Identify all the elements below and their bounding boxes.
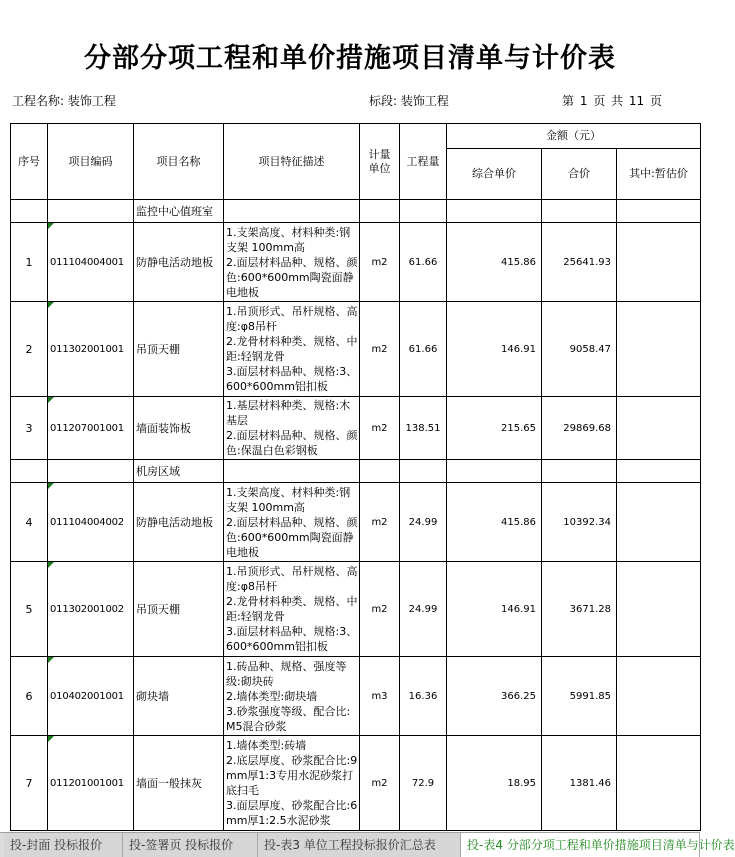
cell-qty[interactable]: 24.99 [400, 483, 447, 562]
table-row [11, 736, 701, 831]
table-row [11, 397, 701, 460]
cell-qty[interactable]: 61.66 [400, 223, 447, 302]
cell-seq[interactable]: 3 [11, 397, 48, 460]
page-title: 分部分项工程和单价措施项目清单与计价表 [84, 43, 616, 74]
cell-desc[interactable] [224, 223, 360, 302]
desc-line: 2.面层材料品种、规格、颜色:600*600mm陶瓷面静电地板 [226, 515, 358, 559]
cell-empty[interactable] [447, 200, 542, 223]
cell-seq[interactable]: 5 [11, 562, 48, 657]
cell-desc[interactable] [224, 397, 360, 460]
header-unit-price[interactable]: 综合单价 [447, 149, 542, 200]
cell-seq[interactable] [11, 200, 48, 223]
cell-desc[interactable] [224, 736, 360, 831]
pricing-table [10, 123, 701, 831]
cell-unit[interactable]: m2 [360, 302, 400, 397]
section-row [11, 460, 701, 483]
cell-qty[interactable]: 138.51 [400, 397, 447, 460]
desc-line: 1.砖品种、规格、强度等级:砌块砖 [226, 659, 347, 688]
cell-qty[interactable]: 24.99 [400, 562, 447, 657]
table-row [11, 657, 701, 736]
section-name[interactable]: 监控中心值班室 [134, 200, 224, 223]
header-qty[interactable]: 工程量 [400, 124, 447, 200]
cell-seq[interactable]: 2 [11, 302, 48, 397]
table-row [11, 223, 701, 302]
cell-code[interactable]: 011207001001 [48, 397, 134, 460]
header-seq[interactable]: 序号 [11, 124, 48, 200]
section-row [11, 200, 701, 223]
cell-total[interactable]: 25641.93 [542, 223, 617, 302]
table-row [11, 562, 701, 657]
cell-code[interactable]: 011302001002 [48, 562, 134, 657]
cell-provisional[interactable] [617, 736, 701, 831]
cell-unit-price[interactable]: 215.65 [447, 397, 542, 460]
header-code[interactable]: 项目编码 [48, 124, 134, 200]
desc-line: 2.龙骨材料种类、规格、中距:轻钢龙骨 [226, 595, 358, 623]
desc-line: 2.墙体类型:砌块墙 [226, 689, 318, 703]
page-indicator: 第 1 页 共 11 页 [562, 94, 662, 108]
cell-seq[interactable]: 6 [11, 657, 48, 736]
cell-desc[interactable] [224, 562, 360, 657]
cell-seq[interactable]: 4 [11, 483, 48, 562]
cell-provisional[interactable] [617, 397, 701, 460]
cell-name[interactable]: 墙面一般抹灰 [134, 736, 224, 831]
cell-code[interactable] [48, 200, 134, 223]
spreadsheet-grid[interactable] [10, 123, 700, 832]
cell-name[interactable]: 防静电活动地板 [134, 483, 224, 562]
cell-empty[interactable] [617, 460, 701, 483]
cell-empty[interactable] [542, 460, 617, 483]
cell-total[interactable]: 3671.28 [542, 562, 617, 657]
cell-name[interactable]: 墙面装饰板 [134, 397, 224, 460]
cell-provisional[interactable] [617, 657, 701, 736]
header-name[interactable]: 项目名称 [134, 124, 224, 200]
cell-desc[interactable] [224, 657, 360, 736]
header-amount[interactable]: 金额（元） [447, 124, 701, 149]
cell-unit[interactable]: m2 [360, 483, 400, 562]
cell-seq[interactable]: 1 [11, 223, 48, 302]
section-name: 标段: 装饰工程 [369, 94, 449, 108]
project-name: 工程名称: 装饰工程 [12, 94, 116, 108]
cell-unit-price[interactable]: 415.86 [447, 483, 542, 562]
sheet-tab-summary[interactable]: 投-表3 单位工程投标报价汇总表 [258, 833, 461, 857]
cell-provisional[interactable] [617, 483, 701, 562]
cell-unit[interactable]: m2 [360, 397, 400, 460]
cell-name[interactable]: 防静电活动地板 [134, 223, 224, 302]
desc-line: 1.吊顶形式、吊杆规格、高度:φ8吊杆 [226, 565, 358, 593]
cell-qty[interactable]: 16.36 [400, 657, 447, 736]
desc-line: 3.面层材料品种、规格:3、600*600mm铝扣板 [226, 625, 358, 653]
cell-empty[interactable] [224, 460, 360, 483]
cell-provisional[interactable] [617, 562, 701, 657]
cell-unit-price[interactable]: 146.91 [447, 302, 542, 397]
desc-line: 3.面层材料品种、规格:3、600*600mm铝扣板 [226, 365, 358, 393]
cell-total[interactable]: 5991.85 [542, 657, 617, 736]
cell-empty[interactable] [542, 200, 617, 223]
sheet-tab-cover[interactable]: 投-封面 投标报价 [4, 833, 123, 857]
cell-seq[interactable]: 7 [11, 736, 48, 831]
cell-unit[interactable]: m2 [360, 562, 400, 657]
cell-empty[interactable] [400, 200, 447, 223]
desc-line: 1.墙体类型:砖墙 [226, 739, 307, 752]
cell-desc[interactable] [224, 302, 360, 397]
cell-empty[interactable] [617, 200, 701, 223]
cell-name[interactable]: 吊顶天棚 [134, 562, 224, 657]
desc-line: 2.面层材料品种、规格、颜色:600*600mm陶瓷面静电地板 [226, 255, 358, 299]
cell-total[interactable]: 1381.46 [542, 736, 617, 831]
cell-provisional[interactable] [617, 302, 701, 397]
cell-name[interactable]: 砌块墙 [134, 657, 224, 736]
cell-code[interactable]: 010402001001 [48, 657, 134, 736]
cell-desc[interactable] [224, 483, 360, 562]
cell-unit-price[interactable]: 18.95 [447, 736, 542, 831]
table-row [11, 302, 701, 397]
cell-code[interactable]: 011302001001 [48, 302, 134, 397]
desc-line: 2.底层厚度、砂浆配合比:9mm厚1:3专用水泥砂浆打底扫毛 [226, 754, 358, 797]
cell-empty[interactable] [400, 460, 447, 483]
desc-line: 2.面层材料品种、规格、颜色:保温白色彩钢板 [226, 429, 358, 457]
desc-line: 3.面层厚度、砂浆配合比:6mm厚1:2.5水泥砂浆 [226, 799, 358, 827]
cell-unit[interactable]: m3 [360, 657, 400, 736]
sheet-tab-bar [0, 832, 735, 857]
cell-seq[interactable] [11, 460, 48, 483]
desc-line: 1.支架高度、材料种类:钢支架 100mm高 [226, 485, 351, 514]
cell-empty[interactable] [447, 460, 542, 483]
header-unit[interactable]: 计量单位 [360, 124, 400, 200]
cell-total[interactable]: 29869.68 [542, 397, 617, 460]
sheet-tab-pricing[interactable]: 投-表4 分部分项工程和单价措施项目清单与计价表 [461, 833, 700, 857]
cell-provisional[interactable] [617, 223, 701, 302]
header-total[interactable]: 合价 [542, 149, 617, 200]
cell-qty[interactable]: 61.66 [400, 302, 447, 397]
cell-empty[interactable] [224, 200, 360, 223]
cell-unit-price[interactable]: 366.25 [447, 657, 542, 736]
section-name[interactable]: 机房区域 [134, 460, 224, 483]
table-body [11, 200, 701, 831]
cell-unit[interactable]: m2 [360, 736, 400, 831]
cell-empty[interactable] [360, 460, 400, 483]
cell-empty[interactable] [360, 200, 400, 223]
cell-unit-price[interactable]: 415.86 [447, 223, 542, 302]
cell-unit-price[interactable]: 146.91 [447, 562, 542, 657]
cell-name[interactable]: 吊顶天棚 [134, 302, 224, 397]
cell-code[interactable]: 011104004001 [48, 223, 134, 302]
desc-line: 2.龙骨材料种类、规格、中距:轻钢龙骨 [226, 335, 358, 363]
sheet-tab-signature[interactable]: 投-签署页 投标报价 [123, 833, 258, 857]
cell-code[interactable] [48, 460, 134, 483]
desc-line: 1.支架高度、材料种类:钢支架 100mm高 [226, 225, 351, 254]
cell-unit[interactable]: m2 [360, 223, 400, 302]
cell-qty[interactable]: 72.9 [400, 736, 447, 831]
cell-total[interactable]: 10392.34 [542, 483, 617, 562]
desc-line: 1.基层材料种类、规格:木基层 [226, 399, 351, 427]
desc-line: 1.吊顶形式、吊杆规格、高度:φ8吊杆 [226, 305, 358, 333]
cell-code[interactable]: 011201001001 [48, 736, 134, 831]
desc-line: 3.砂浆强度等级、配合比:M5混合砂浆 [226, 704, 351, 733]
table-row [11, 483, 701, 562]
cell-total[interactable]: 9058.47 [542, 302, 617, 397]
cell-code[interactable]: 011104004002 [48, 483, 134, 562]
header-desc[interactable]: 项目特征描述 [224, 124, 360, 200]
header-provisional[interactable]: 其中:暂估价 [617, 149, 701, 200]
